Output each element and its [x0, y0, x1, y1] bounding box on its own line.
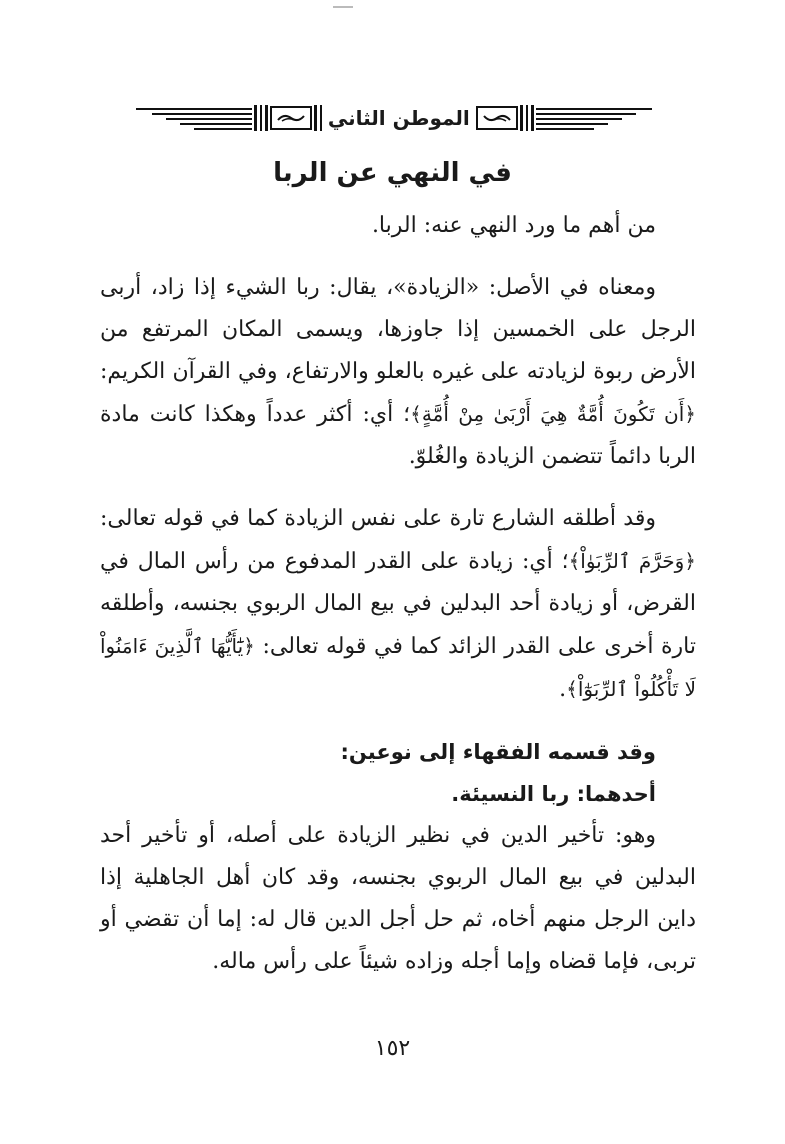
paragraph-usage: وقد أطلقه الشارع تارة على نفس الزيادة كما في قوله تعالى: ﴿وَحَرَّمَ ٱلرِّبَوٰاْ﴾؛ أي: زيادة على القدر المدفوع من رأس المال في القرض، أو زيادة أحد البدلين في بيع المال الربوي بجنسه، وأطلقه تارة أخرى على القدر الزائد كما في قوله تعالى: ﴿يَٰٓأَيُّهَا ٱلَّذِينَ ءَامَنُواْ لَا تَأْكُلُواْ ٱلرِّبَوٰٓاْ﴾.	[100, 506, 697, 702]
wave-ornament-icon	[476, 106, 518, 130]
page-number: ١٥٢	[374, 1036, 411, 1061]
scan-mark	[333, 6, 353, 8]
header-pillars-left	[254, 105, 268, 131]
header-lines-right	[536, 106, 652, 130]
quran-verse: ﴿يَٰٓأَيُّهَا ٱلَّذِينَ ءَامَنُواْ لَا تَأْكُلُواْ ٱلرِّبَوٰٓاْ﴾	[100, 634, 696, 701]
quran-verse: ﴿أَن تَكُونَ أُمَّةٌ هِيَ أَرْبَىٰ مِنْ أُمَّةٍ﴾	[410, 402, 696, 426]
subheading-riba-nasiah: أحدهما: ربا النسيئة.	[451, 782, 656, 806]
page-body	[100, 205, 696, 983]
wave-ornament-icon	[270, 106, 312, 130]
chapter-title: الموطن الثاني	[327, 106, 470, 130]
quran-verse: ﴿وَحَرَّمَ ٱلرِّبَوٰاْ﴾	[568, 549, 696, 573]
section-title: في النهي عن الربا	[273, 158, 512, 188]
header-lines-left	[136, 106, 252, 130]
header-pillars-mid	[314, 105, 322, 131]
paragraph-definition: وهو: تأخير الدين في نظير الزيادة على أصله، أو تأخير أحد البدلين في بيع المال الربوي بجنسه، وقد كان أهل الجاهلية إذا داين الرجل منهم أخاه، ثم حل أجل الدين قال له: إما أن تقضي أو تربى، فإما قضاه وإما أجله وزاده شيئاً على رأس ماله.	[100, 823, 696, 974]
chapter-header	[136, 100, 652, 136]
header-pillars-right	[520, 105, 534, 131]
paragraph-intro: من أهم ما ورد النهي عنه: الربا.	[371, 213, 656, 238]
paragraph-meaning: ومعناه في الأصل: «الزيادة»، يقال: ربا الشيء إذا زاد، أربى الرجل على الخمسين إذا جاوزها، ويسمى المكان المرتفع من الأرض ربوة لزيادته على غيره بالعلو والارتفاع، وفي القرآن الكريم: ﴿أَن تَكُونَ أُمَّةٌ هِيَ أَرْبَىٰ مِنْ أُمَّةٍ﴾؛ أي: أكثر عدداً وهكذا كانت مادة الربا دائماً تتضمن الزيادة والغُلوّ.	[100, 275, 696, 469]
paragraph-types-heading: وقد قسمه الفقهاء إلى نوعين:	[340, 740, 656, 764]
